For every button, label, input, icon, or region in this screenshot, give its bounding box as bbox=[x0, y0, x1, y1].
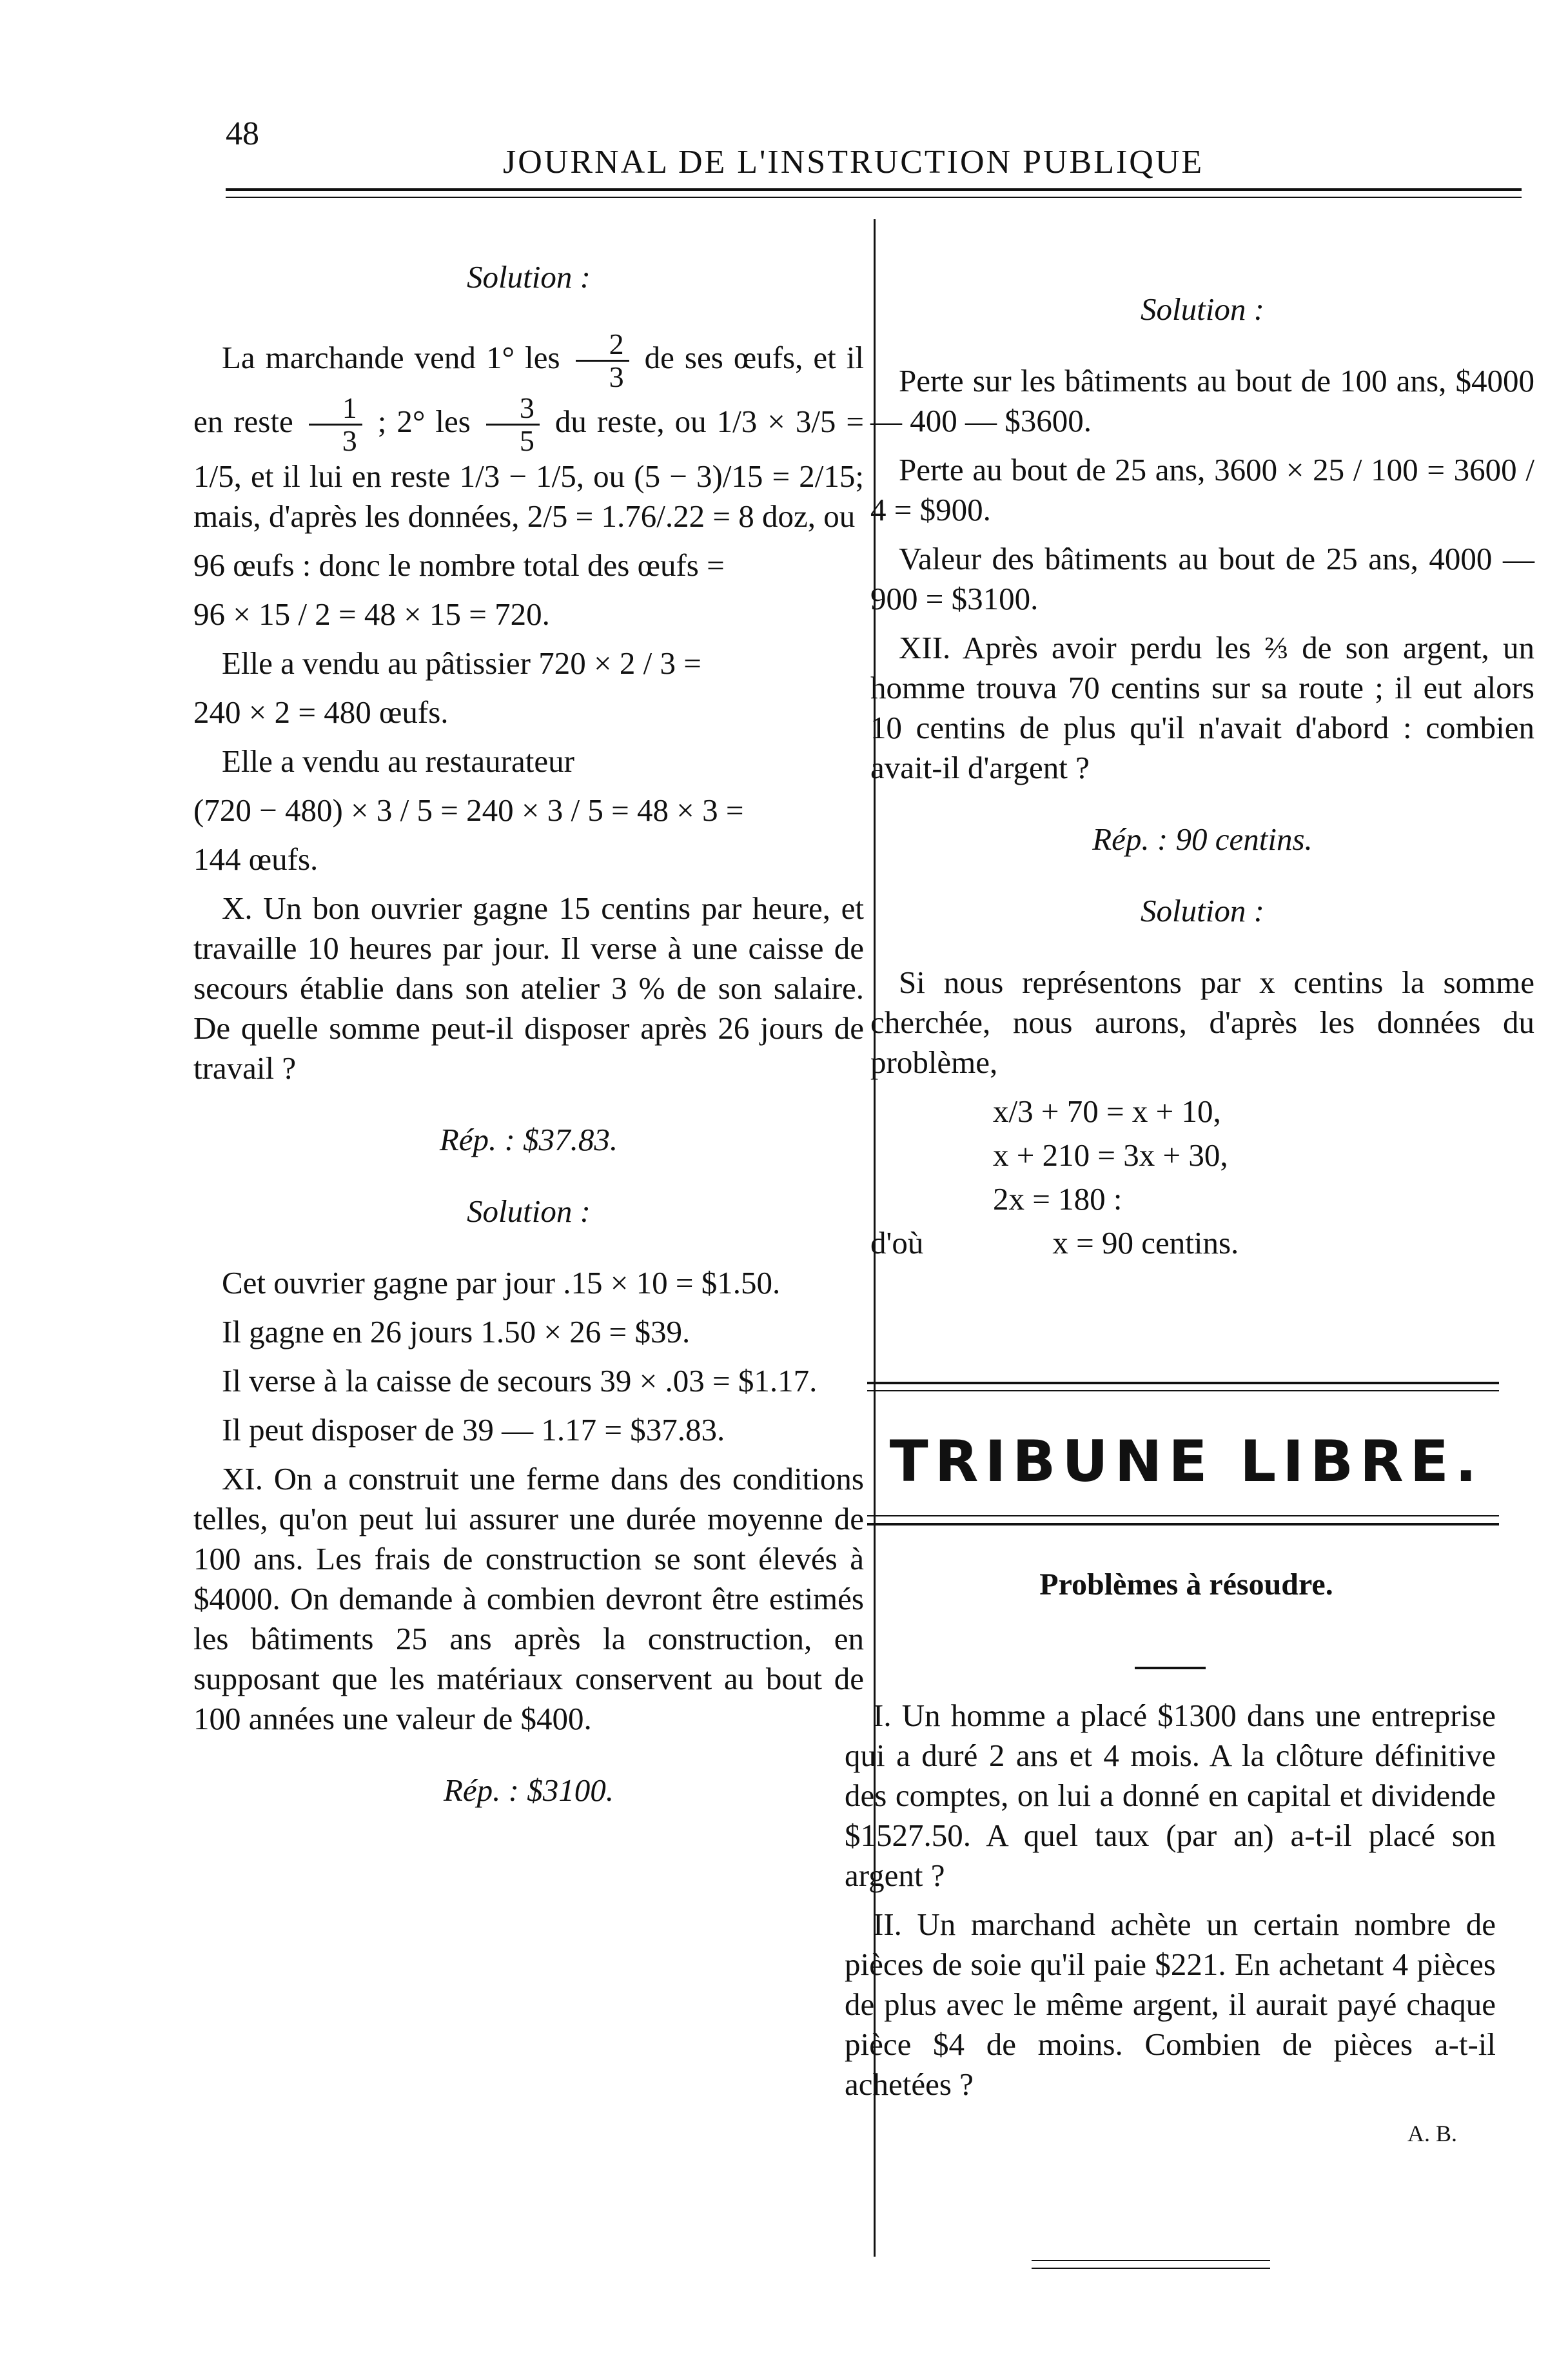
equation: x + 210 = 3x + 30, bbox=[993, 1137, 1228, 1173]
problem-x: X. Un bon ouvrier gagne 15 centins par heure, et travaille 10 heures par jour. Il verse à une caisse de secours établie dans son atelier 3 % de son salaire. De quelle somme peut-il disposer après 26 jours de travail ? bbox=[193, 890, 864, 1086]
header-rule-thin bbox=[226, 197, 1522, 198]
problems-column bbox=[845, 1696, 1496, 2153]
problem-xi: XI. On a construit une ferme dans des conditions telles, qu'on peut lui assurer une durée moyenne de 100 ans. Les frais de construction se sont élevés à $4000. On demande à combien devront être estimés les bâtiments 25 ans après la construction, en supposant que les matériaux conservent au bout de 100 années une valeur de $400. bbox=[193, 1461, 864, 1736]
short-divider bbox=[1135, 1667, 1206, 1669]
paragraph: La marchande vend 1° les $\frac{2}{3}$ de ses œufs, et il en reste $\frac{1}{3}$ ; 2° les $\frac{3}{5}$ du reste, ou 1/3 × 3/5 = 1/5, et il lui en reste 1/3 − 1/5, ou (5 − 3)/15 = 2/15; mais, d'après les données, 2/5 = 1.76/.22 = 8 doz, ou bbox=[193, 328, 865, 534]
solution-heading: Solution : bbox=[467, 259, 591, 295]
paragraph: Il gagne en 26 jours 1.50 × 26 = $39. bbox=[222, 1314, 691, 1349]
paragraph: Il peut disposer de 39 — 1.17 = $37.83. bbox=[222, 1412, 725, 1447]
solution-heading: Solution : bbox=[1141, 291, 1264, 327]
solution-heading: Solution : bbox=[1141, 893, 1264, 928]
reponse: Rép. : 90 centins. bbox=[1092, 821, 1313, 857]
page-number: 48 bbox=[226, 115, 259, 152]
section-rule-bottom-2 bbox=[867, 1523, 1499, 1525]
equation: x/3 + 70 = x + 10, bbox=[993, 1094, 1221, 1129]
section-title: TRIBUNE LIBRE. bbox=[889, 1428, 1484, 1495]
signature: A. B. bbox=[1407, 2121, 1457, 2146]
paragraph: Perte sur les bâtiments au bout de 100 ans, $4000 — 400 — $3600. bbox=[870, 363, 1534, 438]
paragraph: Elle a vendu au restaurateur bbox=[222, 743, 574, 779]
paragraph: Il verse à la caisse de secours 39 × .03 = $1.17. bbox=[222, 1363, 818, 1398]
paragraph: Perte au bout de 25 ans, 3600 × 25 / 100 = 3600 / 4 = $900. bbox=[870, 452, 1534, 527]
footer-rule-2 bbox=[1032, 2268, 1270, 2269]
paragraph: 96 œufs : donc le nombre total des œufs = bbox=[193, 547, 725, 583]
equation: 96 × 15 / 2 = 48 × 15 = 720. bbox=[193, 596, 550, 632]
section-rule bbox=[867, 1382, 1499, 1384]
equation: 2x = 180 : bbox=[993, 1181, 1122, 1217]
equation-final bbox=[870, 1223, 1534, 1263]
paragraph: Valeur des bâtiments au bout de 25 ans, 4000 — 900 = $3100. bbox=[870, 541, 1534, 616]
footer-rule bbox=[1032, 2260, 1270, 2261]
paragraph: Cet ouvrier gagne par jour .15 × 10 = $1.50. bbox=[222, 1265, 781, 1300]
right-column bbox=[870, 258, 1534, 1268]
problem-ii: II. Un marchand achète un certain nombre de pièces de soie qu'il paie $221. En achetant 4 pièces de plus avec le même argent, il aurait payé chaque pièce $4 de moins. Combien de pièces a-t-il achetées ? bbox=[845, 1907, 1496, 2102]
journal-title: JOURNAL DE L'INSTRUCTION PUBLIQUE bbox=[503, 144, 1204, 181]
solution-heading: Solution : bbox=[467, 1193, 591, 1229]
problem-xii: XII. Après avoir perdu les ⅔ de son argent, un homme trouva 70 centins sur sa route ; il eut alors 10 centins de plus qu'il n'avait d'abord : combien avait-il d'argent ? bbox=[870, 630, 1534, 785]
left-column bbox=[193, 226, 864, 1842]
problem-i: I. Un homme a placé $1300 dans une entreprise qui a duré 2 ans et 4 mois. A la clôture définitive des comptes, on lui a donné en capital et dividende $1527.50. A quel taux (par an) a-t-il placé son argent ? bbox=[845, 1698, 1496, 1893]
paragraph: Si nous représentons par x centins la somme cherchée, nous aurons, d'après les données du problème, bbox=[870, 965, 1534, 1080]
reponse: Rép. : $3100. bbox=[444, 1772, 614, 1808]
final-result: x = 90 centins. bbox=[1052, 1225, 1239, 1261]
problems-heading: Problèmes à résoudre. bbox=[1039, 1567, 1333, 1602]
reponse: Rép. : $37.83. bbox=[439, 1122, 618, 1157]
header-rule bbox=[226, 188, 1522, 191]
equation: 144 œufs. bbox=[193, 841, 318, 877]
equation: 240 × 2 = 480 œufs. bbox=[193, 694, 449, 730]
section-rule-thin bbox=[867, 1390, 1499, 1391]
dou-label: d'où bbox=[870, 1225, 924, 1261]
paragraph: Elle a vendu au pâtissier 720 × 2 / 3 = bbox=[222, 645, 701, 681]
equation: (720 − 480) × 3 / 5 = 240 × 3 / 5 = 48 × 3 = bbox=[193, 792, 744, 828]
section-rule-bottom bbox=[867, 1515, 1499, 1516]
